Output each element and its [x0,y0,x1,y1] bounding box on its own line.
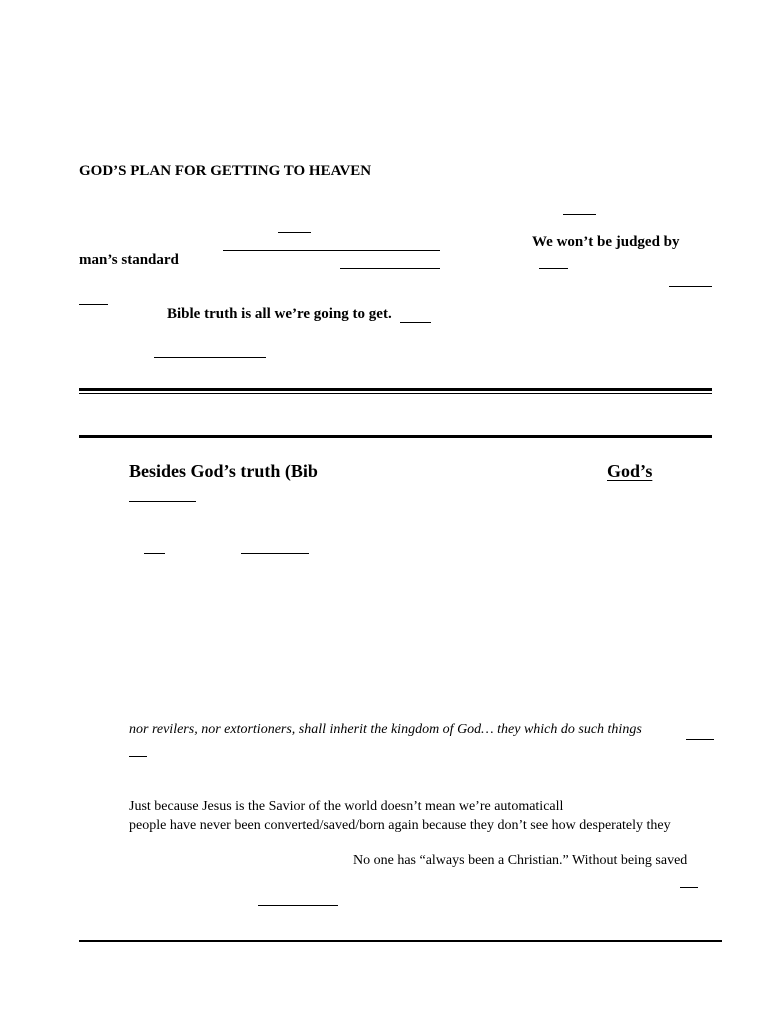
section-divider [79,435,712,438]
besides-heading: Besides God’s truth (Bib [129,461,318,481]
double-rule-thin [79,393,712,394]
paragraph-line: No one has “always been a Christian.” Without being saved [353,853,688,868]
fill-blank [154,357,266,358]
fill-blank [563,214,596,215]
fill-blank [129,501,196,502]
bible-truth-text: Bible truth is all we’re going to get. [167,306,392,322]
fill-blank [669,286,712,287]
paragraph-line: people have never been converted/saved/born again because they don’t see how desperately they [129,818,671,833]
fill-blank [79,304,108,305]
fill-blank [686,739,714,740]
fill-blank [539,268,568,269]
fill-blank [144,553,165,554]
fill-blank [400,322,431,323]
double-rule-thick [79,388,712,391]
judged-text: We won’t be judged by [532,234,680,250]
fill-blank [129,756,147,757]
scripture-quote: nor revilers, nor extortioners, shall inherit the kingdom of God… they which do such things [129,722,642,737]
gods-word: God’s [607,461,653,481]
fill-blank [223,250,440,251]
paragraph-line: Just because Jesus is the Savior of the world doesn’t mean we’re automaticall [129,799,564,814]
fill-blank [258,905,338,906]
fill-blank [241,553,309,554]
mans-standard-text: man’s standard [79,252,179,268]
fill-blank [278,232,311,233]
fill-blank [340,268,440,269]
bottom-rule [79,940,722,942]
fill-blank [680,887,698,888]
document-title: GOD’S PLAN FOR GETTING TO HEAVEN [79,163,372,179]
